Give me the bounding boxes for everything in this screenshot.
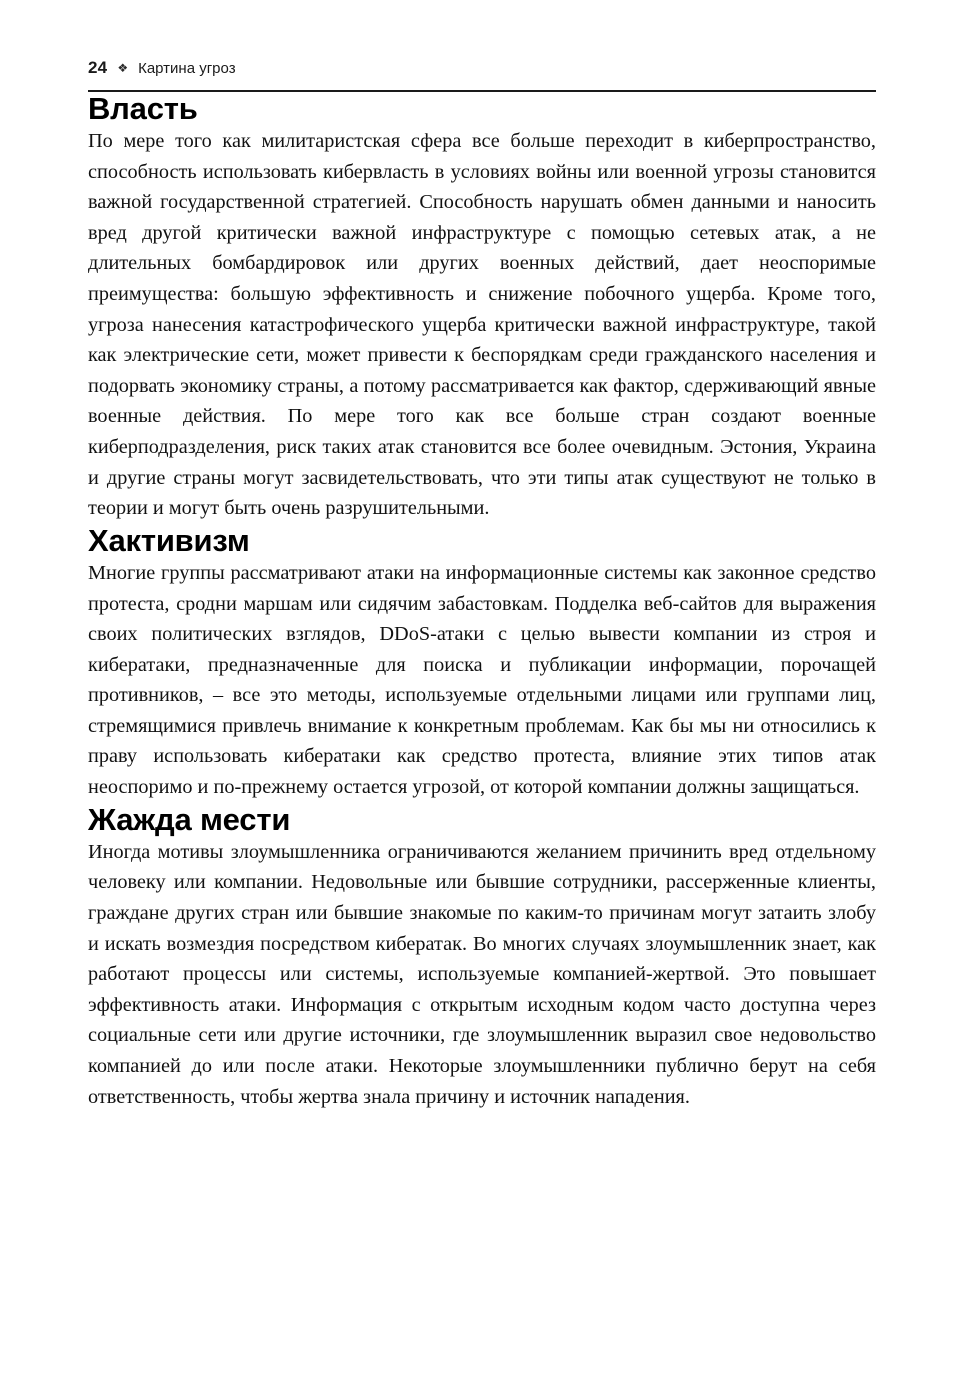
section-paragraph-hacktivism: Многие группы рассматривают атаки на информационные системы как законное средство протеста, сродни маршам или сидячим забастовкам. Подделка веб-сайтов для выражения своих политических взглядов, DDoS-атаки с целью вывести компании из строя и кибератаки, предназначенные для поиска и публикации информации, порочащей противников, – все это методы, используемые отдельными лицами или группами лиц, стремящимися привлечь внимание к конкретным проблемам. Как бы мы ни относились к праву использовать кибератаки как средство протеста, влияние этих типов атак неоспоримо и по-прежнему остается угрозой, от которой компании должны защищаться.: [88, 561, 876, 799]
section-paragraph-revenge: Иногда мотивы злоумышленника ограничиваются желанием причинить вред отдельному человеку или компании. Недовольные или бывшие сотрудники, рассерженные клиенты, граждане других стран или бывшие знакомые по каким-то причинам могут затаить злобу и искать возмездия посредством кибератак. Во многих случаях злоумышленник знает, как работают процессы или системы, используемые компанией-жертвой. Это повышает эффективность атаки. Информация с открытым исходным кодом часто доступна через социальные сети или другие источники, где злоумышленник выразил свое недовольство компанией до или после атаки. Некоторые злоумышленники публично берут на себя ответственность, чтобы жертва знала причину и источник нападения.: [88, 840, 876, 1108]
diamond-ornament-icon: ❖: [117, 61, 129, 75]
section-heading-power: Власть: [88, 91, 198, 126]
section-heading-revenge: Жажда мести: [88, 801, 291, 837]
running-head: [88, 58, 876, 92]
section-paragraph-power: По мере того как милитаристская сфера все больше переходит в киберпространство, способность использовать кибервласть в условиях войны или военной угрозы становится важной государственной стратегией. Способность нарушать обмен данными и наносить вред другой критически важной инфраструктуре с помощью сетевых атак, а не длительных бомбардировок или других военных действий, дает неоспоримые преимущества: большую эффективность и снижение побочного ущерба. Кроме того, угроза нанесения катастрофического ущерба критически важной инфраструктуре, такой как электрические сети, может привести к беспорядкам среди гражданского населения и подорвать экономику страны, а потому рассматривается как фактор, сдерживающий явные военные действия. По мере того как все больше стран создают военные киберподразделения, риск таких атак становится все более очевидным. Эстония, Украина и другие страны могут засвидетельствовать, что эти типы атак существуют не только в теории и могут быть очень разрушительными.: [88, 130, 876, 520]
page-number: 24: [88, 58, 108, 77]
chapter-title: Картина угроз: [138, 60, 236, 77]
section-heading-hacktivism: Хактивизм: [88, 522, 250, 558]
page-content: [88, 58, 876, 1112]
